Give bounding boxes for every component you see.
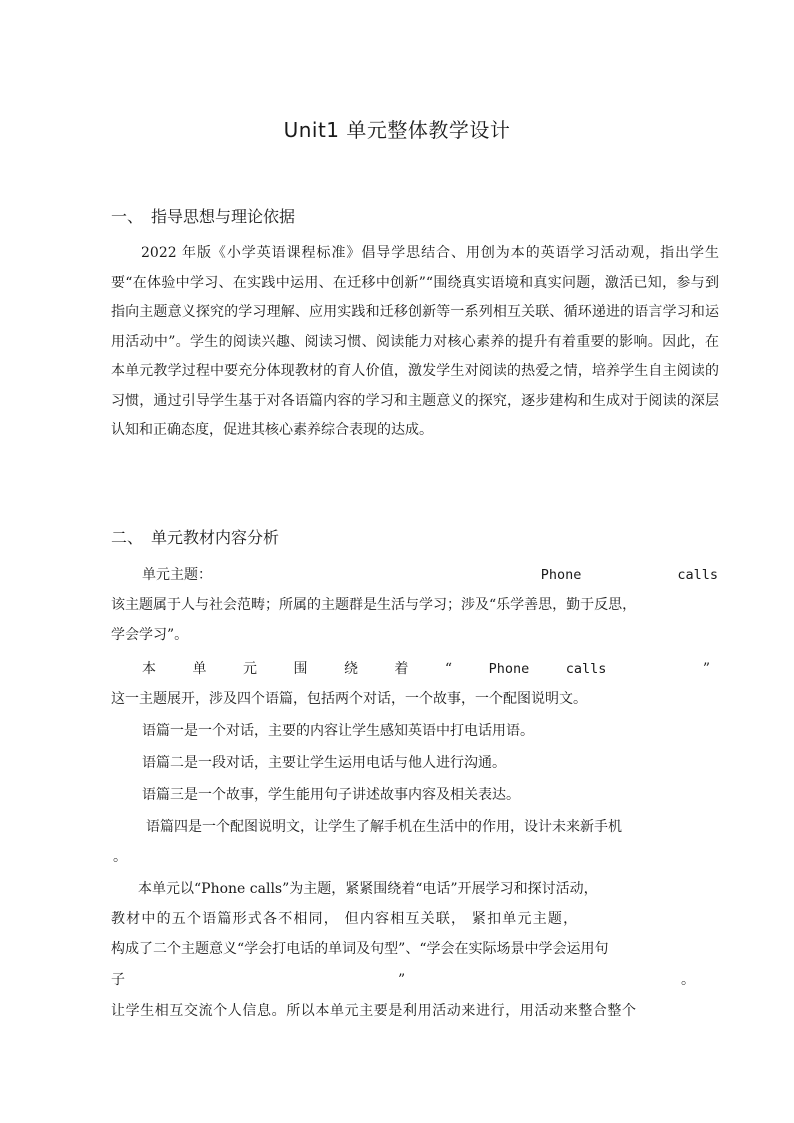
- section-1-paragraph: 2022 年版《小学英语课程标准》倡导学思结合、用创为本的英语学习活动观，指出学生要“在体验中学习、在实践中运用、在迁移中创新”“围绕真实语境和真实问题，激活已知，参与到指向主题意义探究的学习理解、应用实践和迁移创新等一系列相互关联、循环递进的语言学习和运用活动中”。学生的阅读兴趣、阅读习惯、阅读能力对核心素养的提升有着重要的影响。因此，在本单元教学过程中要充分体现教材的育人价值，激发学生对阅读的热爱之情，培养学生自主阅读的习惯，通过引导学生基于对各语篇内容的学习和主题意义的探究，逐步建构和生成对于阅读的深层认知和正确态度，促进其核心素养综合表现的达成。: [111, 245, 719, 438]
- text-four-description-end: 。: [113, 849, 127, 865]
- section-1-number: 一、: [111, 207, 144, 226]
- around-word-phone: Phone: [488, 661, 530, 677]
- text-one-description: 语篇一是一个对话，主要的内容让学生感知英语中打电话用语。: [142, 723, 534, 739]
- unit-around-line: [142, 658, 710, 680]
- around-char: 单: [192, 661, 207, 677]
- summary-line-4: [111, 969, 719, 991]
- summary-line-2: 教材中的五个语篇形式各不相同， 但内容相互关联， 紧扣单元主题，: [111, 911, 579, 927]
- around-char: 绕: [343, 661, 358, 677]
- topic-char: 主: [170, 567, 184, 583]
- summary-period: 。: [681, 972, 695, 988]
- summary-line-5: 让学生相互交流个人信息。所以本单元主要是利用活动来进行，用活动来整合整个: [111, 1003, 637, 1019]
- topic-word-calls: calls: [677, 567, 718, 583]
- around-word-calls: calls: [565, 661, 607, 677]
- summary-line-1: 本单元以“Phone calls”为主题，紧紧围绕着“电话”开展学习和探讨活动，: [138, 881, 598, 897]
- section-2-heading: [111, 526, 279, 550]
- spacer: [212, 564, 541, 586]
- page-title: Unit1 单元整体教学设计: [283, 118, 511, 142]
- text-three-description: 语篇三是一个故事，学生能用句子讲述故事内容及相关表达。: [142, 787, 520, 803]
- around-quote-close: ”: [702, 661, 710, 677]
- topic-description-line-end: 学会学习”。: [111, 627, 189, 643]
- around-description-line: 这一主题展开，涉及四个语篇，包括两个对话，一个故事，一个配图说明文。: [111, 691, 587, 707]
- around-quote-open: “: [444, 661, 453, 677]
- section-2-title: 单元教材内容分析: [151, 528, 280, 547]
- text-four-description: 语篇四是一个配图说明文，让学生了解手机在生活中的作用，设计未来新手机: [146, 819, 622, 835]
- topic-colon: ：: [198, 567, 212, 583]
- around-char: 围: [293, 661, 308, 677]
- topic-description-line: 该主题属于人与社会范畴；所属的主题群是生活与学习；涉及“乐学善思，勤于反思，: [111, 597, 637, 613]
- topic-char: 单: [142, 567, 156, 583]
- text-two-description: 语篇二是一段对话，主要让学生运用电话与他人进行沟通。: [142, 755, 506, 771]
- summary-char: 子: [111, 972, 125, 988]
- topic-char: 元: [156, 567, 170, 583]
- topic-char: 题: [184, 567, 198, 583]
- section-1-heading: [111, 205, 295, 229]
- around-char: 本: [142, 661, 156, 677]
- unit-topic-line: [142, 564, 718, 586]
- section-1-title: 指导思想与理论依据: [151, 207, 296, 226]
- topic-word-phone: Phone: [540, 567, 582, 583]
- summary-quote-close: ”: [398, 972, 406, 988]
- summary-line-3: 构成了二个主题意义“学会打电话的单词及句型”、“学会在实际场景中学会运用句: [111, 941, 609, 957]
- section-2-number: 二、: [111, 528, 144, 547]
- around-char: 着: [394, 661, 409, 677]
- around-char: 元: [242, 661, 257, 677]
